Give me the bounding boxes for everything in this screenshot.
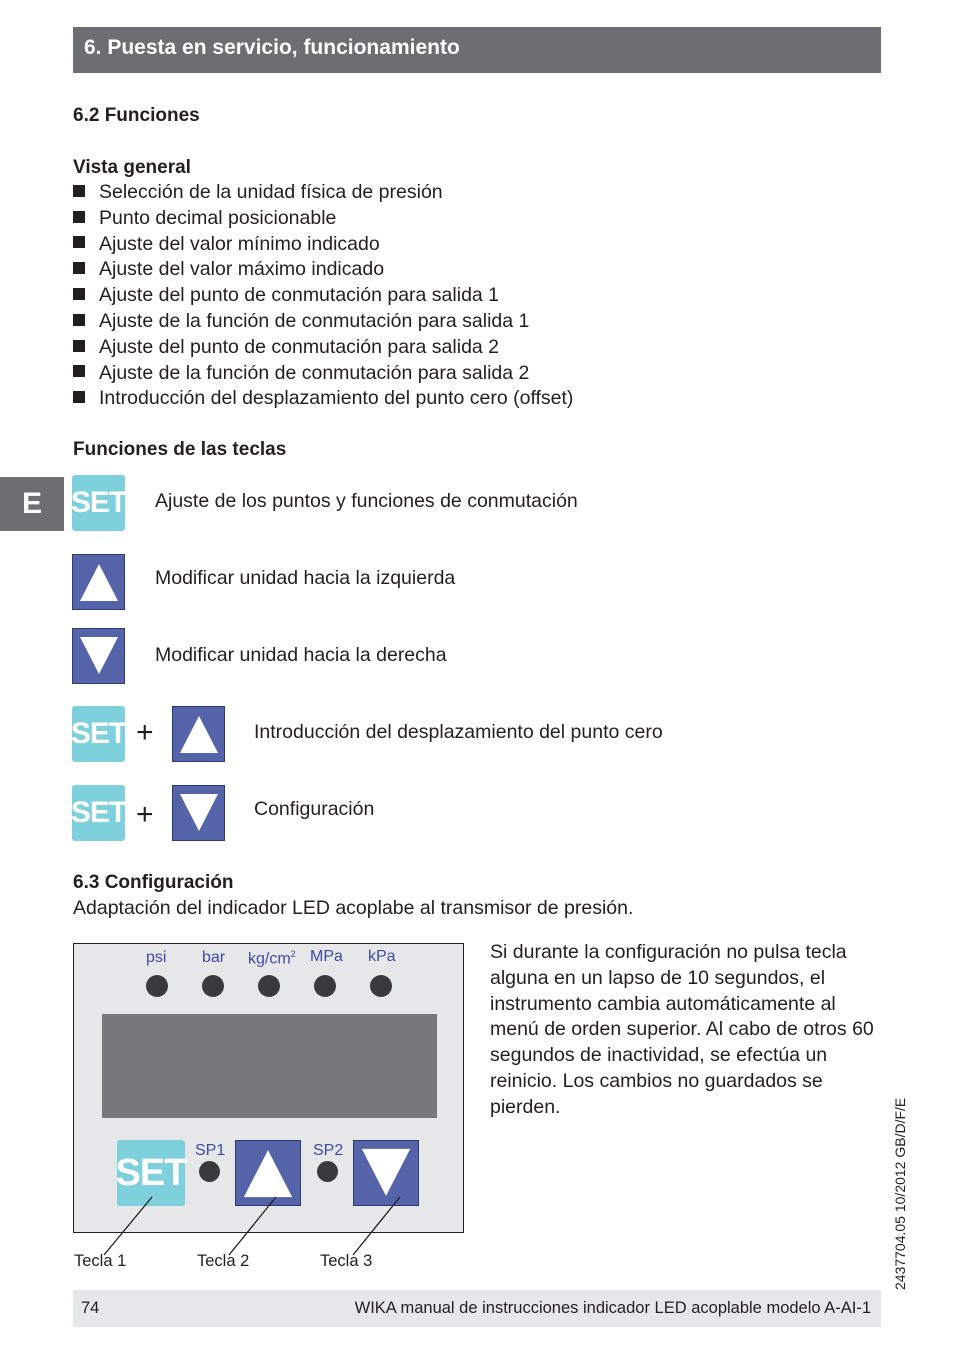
timeout-paragraph: Si durante la configuración no pulsa tecla alguna en un lapso de 10 segundos, el instrumento cambia automáticamente al menú de orden superior. Al cabo de otros 60 segundos de inactividad, se efectúa un reinicio. Los cambios no guardados se pierden.	[490, 941, 874, 1118]
list-item: Selección de la unidad física de presión	[73, 180, 573, 206]
plus-sign: +	[136, 798, 154, 831]
list-item: Ajuste del punto de conmutación para salida 1	[73, 283, 573, 309]
set-key-icon: SET	[72, 706, 125, 762]
key-description: Introducción del desplazamiento del punto cero	[254, 721, 663, 743]
sp1-label: SP1	[195, 1142, 226, 1159]
callout-tecla-3: Tecla 3	[320, 1252, 373, 1270]
unit-label-kpa: kPa	[368, 948, 396, 965]
document-code: 2437704.05 10/2012 GB/D/F/E	[892, 1097, 908, 1290]
list-item: Ajuste de la función de conmutación para salida 1	[73, 309, 573, 335]
callout-tecla-1: Tecla 1	[74, 1252, 127, 1270]
callout-tecla-2: Tecla 2	[197, 1252, 250, 1270]
footer-title: WIKA manual de instrucciones indicador LED acoplable modelo A-AI-1	[354, 1299, 871, 1317]
sp2-label: SP2	[313, 1142, 344, 1159]
key-description: Modificar unidad hacia la derecha	[155, 644, 447, 666]
section-title: 6. Puesta en servicio, funcionamiento	[84, 36, 460, 59]
unit-label-bar: bar	[202, 949, 226, 966]
list-item: Ajuste del valor máximo indicado	[73, 257, 573, 283]
list-item: Introducción del desplazamiento del punto cero (offset)	[73, 386, 573, 412]
unit-label-kgcm2: $kg/cm^2$	[248, 949, 296, 968]
language-tab: E	[0, 477, 64, 531]
list-item: Ajuste del punto de conmutación para salida 2	[73, 335, 573, 361]
key-description: Modificar unidad hacia la izquierda	[155, 567, 456, 589]
heading-6-3: 6.3 Configuración	[73, 872, 234, 893]
config-intro: Adaptación del indicador LED acoplabe al transmisor de presión.	[73, 897, 634, 919]
list-item: Punto decimal posicionable	[73, 206, 573, 232]
page-number: 74	[81, 1299, 100, 1317]
set-key-icon: SET	[72, 475, 125, 531]
keys-heading: Funciones de las teclas	[73, 439, 287, 460]
panel-set-key: SET	[117, 1140, 185, 1206]
overview-heading: Vista general	[73, 157, 191, 178]
list-item: Ajuste de la función de conmutación para salida 2	[73, 361, 573, 387]
unit-label-psi: psi	[146, 949, 167, 966]
plus-sign: +	[136, 716, 154, 749]
unit-label-mpa: MPa	[310, 948, 343, 965]
key-description: Ajuste de los puntos y funciones de conmutación	[155, 490, 578, 512]
key-description: Configuración	[254, 798, 375, 820]
heading-6-2: 6.2 Funciones	[73, 105, 200, 126]
list-item: Ajuste del valor mínimo indicado	[73, 232, 573, 258]
set-key-icon: SET	[72, 785, 125, 841]
